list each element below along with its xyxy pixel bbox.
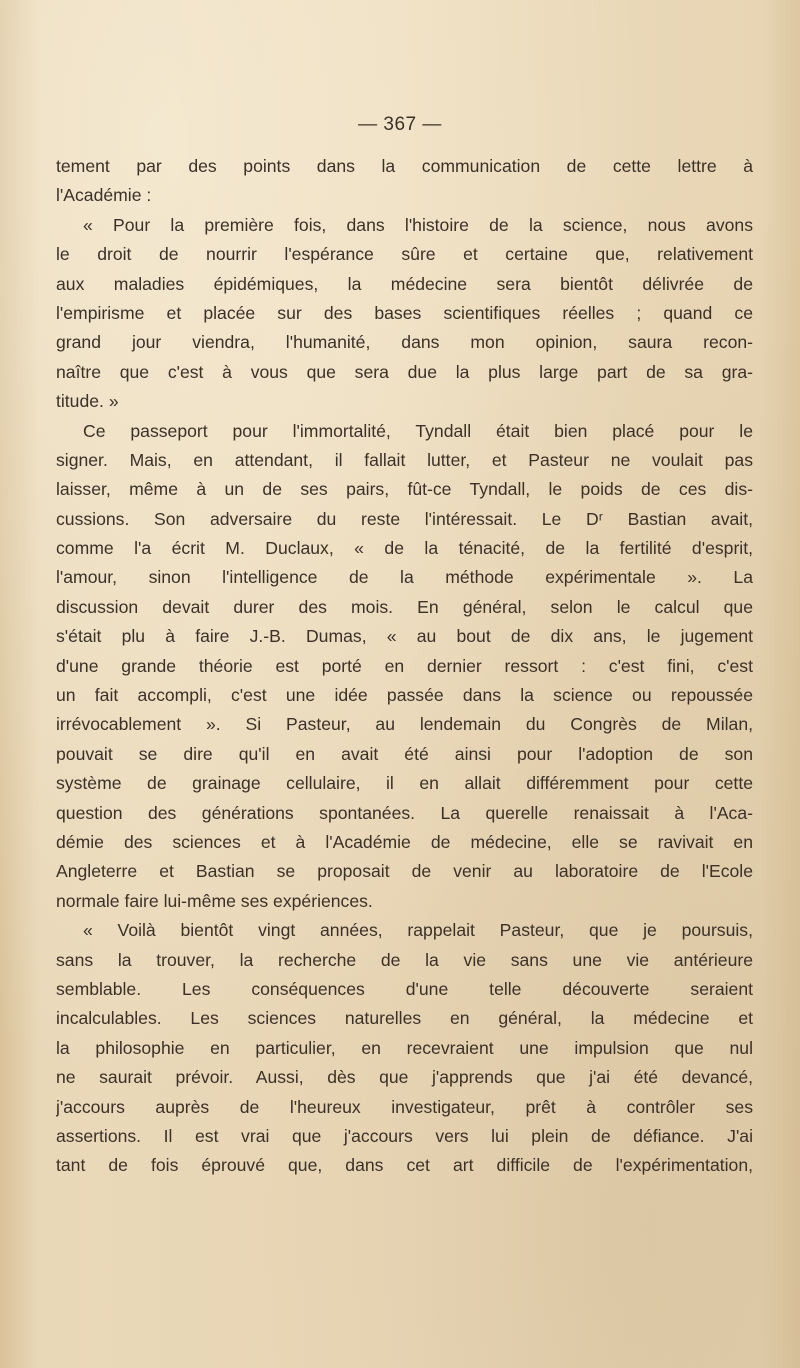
text-line: question des générations spontanées. La querelle renaissait à l'Aca- xyxy=(56,802,753,823)
text-line: titude. » xyxy=(56,391,119,412)
text-line: signer. Mais, en attendant, il fallait lutter, et Pasteur ne voulait pas xyxy=(56,449,753,470)
text-line: grand jour viendra, l'humanité, dans mon opinion, saura recon- xyxy=(56,332,753,353)
text-line: la philosophie en particulier, en recevraient une impulsion que nul xyxy=(56,1037,753,1058)
text-line: tant de fois éprouvé que, dans cet art difficile de l'expérimentation, xyxy=(56,1155,753,1176)
text-line: laisser, même à un de ses pairs, fût-ce Tyndall, le poids de ces dis- xyxy=(56,479,753,500)
text-line: Ce passeport pour l'immortalité, Tyndall était bien placé pour le xyxy=(83,420,753,441)
text-line: cussions. Son adversaire du reste l'intéressait. Le Dʳ Bastian avait, xyxy=(56,508,753,529)
text-line: j'accours auprès de l'heureux investigateur, prêt à contrôler ses xyxy=(56,1096,753,1117)
text-line: s'était plu à faire J.-B. Dumas, « au bout de dix ans, le jugement xyxy=(56,626,753,647)
text-line: pouvait se dire qu'il en avait été ainsi pour l'adoption de son xyxy=(56,743,753,764)
text-line: comme l'a écrit M. Duclaux, « de la ténacité, de la fertilité d'esprit, xyxy=(56,538,753,559)
text-line: Angleterre et Bastian se proposait de venir au laboratoire de l'Ecole xyxy=(56,861,753,882)
text-line: normale faire lui-même ses expériences. xyxy=(56,890,373,911)
text-line: ne saurait prévoir. Aussi, dès que j'apprends que j'ai été devancé, xyxy=(56,1067,753,1088)
text-line: irrévocablement ». Si Pasteur, au lendemain du Congrès de Milan, xyxy=(56,714,753,735)
text-line: incalculables. Les sciences naturelles en général, la médecine et xyxy=(56,1008,753,1029)
text-line: l'empirisme et placée sur des bases scientifiques réelles ; quand ce xyxy=(56,302,753,323)
text-line: « Voilà bientôt vingt années, rappelait Pasteur, que je poursuis, xyxy=(83,920,753,941)
text-line: « Pour la première fois, dans l'histoire de la science, nous avons xyxy=(83,214,753,235)
text-line: tement par des points dans la communication de cette lettre à xyxy=(56,156,753,176)
text-line: un fait accompli, c'est une idée passée dans la science ou repoussée xyxy=(56,685,753,706)
text-line: le droit de nourrir l'espérance sûre et certaine que, relativement xyxy=(56,244,753,265)
text-line: d'une grande théorie est porté en dernier ressort : c'est fini, c'est xyxy=(56,655,753,676)
text-line: démie des sciences et à l'Académie de médecine, elle se ravivait en xyxy=(56,831,753,852)
text-line: discussion devait durer des mois. En général, selon le calcul que xyxy=(56,596,753,617)
text-line: naître que c'est à vous que sera due la plus large part de sa gra- xyxy=(56,361,753,382)
text-line: l'amour, sinon l'intelligence de la méthode expérimentale ». La xyxy=(56,567,753,588)
text-line: sans la trouver, la recherche de la vie sans une vie antérieure xyxy=(56,949,753,970)
text-line: assertions. Il est vrai que j'accours vers lui plein de défiance. J'ai xyxy=(56,1125,753,1146)
body-text xyxy=(56,152,753,1181)
text-line: système de grainage cellulaire, il en allait différemment pour cette xyxy=(56,773,753,794)
page-number: — 367 — xyxy=(358,114,442,135)
text-line: aux maladies épidémiques, la médecine sera bientôt délivrée de xyxy=(56,273,753,294)
text-line: semblable. Les conséquences d'une telle découverte seraient xyxy=(56,978,753,999)
text-line: l'Académie : xyxy=(56,185,152,206)
